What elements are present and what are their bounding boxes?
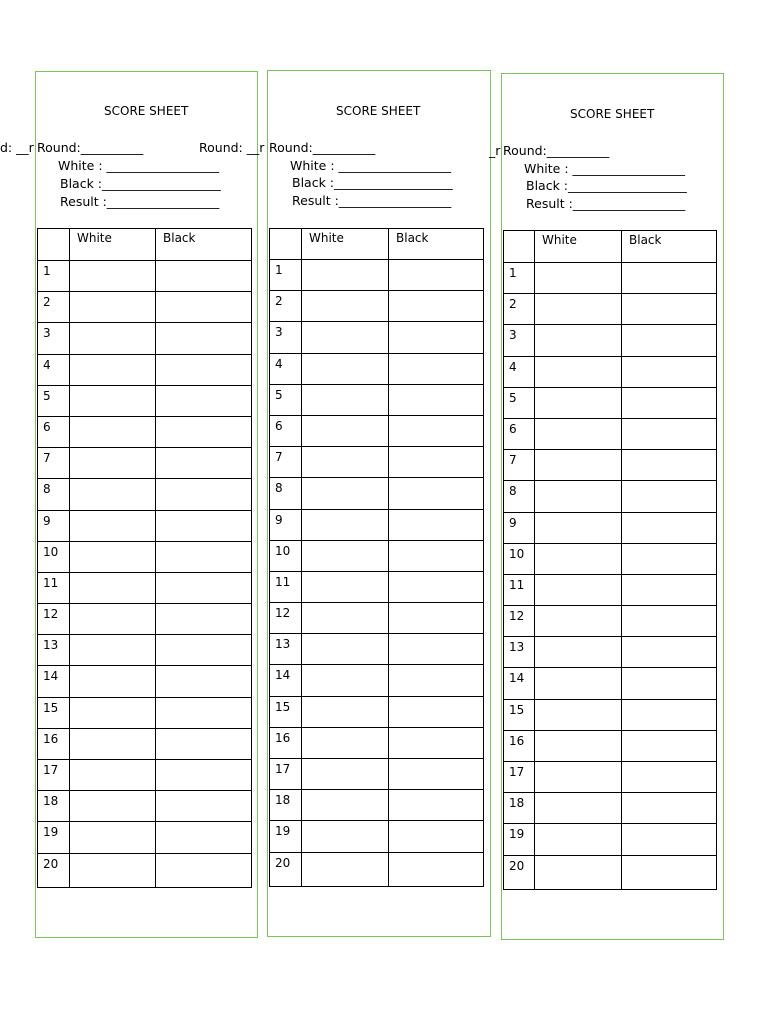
white-move-cell[interactable] — [535, 574, 622, 605]
white-move-cell[interactable] — [70, 635, 156, 666]
move-number: 2 — [270, 291, 302, 322]
white-move-cell[interactable] — [70, 416, 156, 447]
table-row — [504, 855, 717, 889]
round-fragment: Round: __r — [199, 140, 265, 155]
move-number: 15 — [270, 696, 302, 727]
table-row — [270, 696, 484, 727]
black-move-cell[interactable] — [389, 790, 484, 821]
white-move-cell[interactable] — [302, 478, 389, 509]
move-number: 12 — [504, 606, 535, 637]
white-player-field[interactable]: White : __________________ — [58, 158, 220, 173]
black-move-cell[interactable] — [622, 855, 717, 889]
white-move-cell[interactable] — [302, 447, 389, 478]
table-row — [270, 322, 484, 353]
white-move-cell[interactable] — [302, 696, 389, 727]
move-number: 5 — [38, 385, 70, 416]
move-number: 6 — [504, 418, 535, 449]
white-move-cell[interactable] — [70, 323, 156, 354]
white-move-cell[interactable] — [535, 263, 622, 294]
move-number: 9 — [38, 510, 70, 541]
black-move-cell[interactable] — [389, 260, 484, 291]
table-row — [504, 699, 717, 730]
table-row — [270, 571, 484, 602]
white-move-cell[interactable] — [302, 415, 389, 446]
white-move-cell[interactable] — [535, 543, 622, 574]
black-move-cell[interactable] — [622, 387, 717, 418]
move-number: 18 — [504, 793, 535, 824]
table-row — [504, 418, 717, 449]
black-move-cell[interactable] — [389, 634, 484, 665]
table-row — [504, 263, 717, 294]
black-player-field[interactable]: Black :___________________ — [526, 178, 687, 193]
table-row — [270, 509, 484, 540]
header-move-number — [38, 229, 70, 261]
table-row — [38, 791, 252, 822]
table-row — [504, 637, 717, 668]
table-row — [38, 292, 252, 323]
move-number: 13 — [504, 637, 535, 668]
header-white: White — [302, 229, 389, 260]
move-number: 6 — [270, 415, 302, 446]
black-move-cell[interactable] — [389, 322, 484, 353]
white-move-cell[interactable] — [70, 604, 156, 635]
black-move-cell[interactable] — [389, 603, 484, 634]
white-move-cell[interactable] — [302, 852, 389, 886]
table-row — [38, 604, 252, 635]
black-move-cell[interactable] — [389, 291, 484, 322]
white-move-cell[interactable] — [302, 291, 389, 322]
white-move-cell[interactable] — [535, 606, 622, 637]
move-number: 1 — [270, 260, 302, 291]
white-move-cell[interactable] — [70, 541, 156, 572]
black-move-cell[interactable] — [389, 759, 484, 790]
white-move-cell[interactable] — [70, 354, 156, 385]
white-move-cell[interactable] — [70, 261, 156, 292]
move-number: 9 — [504, 512, 535, 543]
move-number: 3 — [38, 323, 70, 354]
black-move-cell[interactable] — [389, 696, 484, 727]
black-move-cell[interactable] — [156, 635, 252, 666]
white-move-cell[interactable] — [535, 762, 622, 793]
table-row — [38, 822, 252, 853]
black-move-cell[interactable] — [156, 791, 252, 822]
table-row — [270, 852, 484, 886]
table-row — [38, 853, 252, 887]
table-row — [270, 540, 484, 571]
white-move-cell[interactable] — [302, 665, 389, 696]
white-player-field[interactable]: White : __________________ — [290, 158, 452, 173]
white-move-cell[interactable] — [535, 793, 622, 824]
move-number: 10 — [38, 541, 70, 572]
black-move-cell[interactable] — [389, 821, 484, 852]
white-move-cell[interactable] — [535, 325, 622, 356]
black-move-cell[interactable] — [156, 666, 252, 697]
black-move-cell[interactable] — [622, 730, 717, 761]
white-move-cell[interactable] — [302, 634, 389, 665]
move-number: 7 — [270, 447, 302, 478]
table-row — [504, 356, 717, 387]
black-move-cell[interactable] — [156, 292, 252, 323]
table-header-row — [38, 229, 252, 261]
black-move-cell[interactable] — [156, 261, 252, 292]
black-move-cell[interactable] — [622, 793, 717, 824]
round-fragment: d: __r — [0, 140, 34, 155]
white-move-cell[interactable] — [535, 637, 622, 668]
move-number: 8 — [270, 478, 302, 509]
move-number: 13 — [38, 635, 70, 666]
move-number: 20 — [38, 853, 70, 887]
move-number: 13 — [270, 634, 302, 665]
table-row — [504, 824, 717, 855]
black-move-cell[interactable] — [622, 699, 717, 730]
move-number: 1 — [504, 263, 535, 294]
sheet-title: SCORE SHEET — [104, 104, 189, 118]
white-move-cell[interactable] — [70, 822, 156, 853]
table-row — [38, 479, 252, 510]
black-move-cell[interactable] — [622, 543, 717, 574]
table-header-row — [270, 229, 484, 260]
black-move-cell[interactable] — [156, 822, 252, 853]
black-move-cell[interactable] — [389, 571, 484, 602]
black-move-cell[interactable] — [622, 824, 717, 855]
black-player-field[interactable]: Black :___________________ — [292, 175, 453, 190]
table-row — [504, 481, 717, 512]
sheet-title: SCORE SHEET — [570, 107, 655, 121]
move-number: 16 — [38, 728, 70, 759]
black-move-cell[interactable] — [389, 353, 484, 384]
table-row — [38, 416, 252, 447]
round-field[interactable]: Round:__________ — [503, 143, 610, 158]
black-move-cell[interactable] — [389, 727, 484, 758]
table-row — [38, 261, 252, 292]
move-number: 19 — [504, 824, 535, 855]
move-number: 11 — [38, 572, 70, 603]
table-row — [504, 606, 717, 637]
move-number: 5 — [270, 384, 302, 415]
move-number: 14 — [38, 666, 70, 697]
black-move-cell[interactable] — [156, 385, 252, 416]
white-move-cell[interactable] — [535, 387, 622, 418]
white-move-cell[interactable] — [70, 510, 156, 541]
table-row — [270, 759, 484, 790]
table-row — [38, 760, 252, 791]
round-field[interactable]: Round:__________ — [37, 140, 144, 155]
move-number: 20 — [504, 855, 535, 889]
header-black: Black — [156, 229, 252, 261]
black-move-cell[interactable] — [622, 356, 717, 387]
move-number: 5 — [504, 387, 535, 418]
white-move-cell[interactable] — [535, 356, 622, 387]
table-row — [270, 353, 484, 384]
move-number: 16 — [270, 727, 302, 758]
white-move-cell[interactable] — [302, 540, 389, 571]
move-number: 10 — [504, 543, 535, 574]
table-row — [504, 325, 717, 356]
black-move-cell[interactable] — [622, 481, 717, 512]
table-row — [38, 728, 252, 759]
black-move-cell[interactable] — [622, 606, 717, 637]
white-move-cell[interactable] — [70, 853, 156, 887]
black-move-cell[interactable] — [389, 447, 484, 478]
move-number: 1 — [38, 261, 70, 292]
table-row — [504, 574, 717, 605]
header-white: White — [70, 229, 156, 261]
table-row — [38, 448, 252, 479]
black-move-cell[interactable] — [622, 762, 717, 793]
table-row — [504, 387, 717, 418]
white-move-cell[interactable] — [70, 666, 156, 697]
table-row — [270, 291, 484, 322]
table-row — [38, 572, 252, 603]
move-number: 20 — [270, 852, 302, 886]
table-row — [270, 260, 484, 291]
move-number: 17 — [38, 760, 70, 791]
white-move-cell[interactable] — [535, 512, 622, 543]
table-row — [504, 543, 717, 574]
move-number: 11 — [504, 574, 535, 605]
white-move-cell[interactable] — [535, 450, 622, 481]
move-number: 4 — [38, 354, 70, 385]
moves-table — [269, 228, 484, 887]
black-move-cell[interactable] — [622, 668, 717, 699]
move-number: 12 — [270, 603, 302, 634]
white-move-cell[interactable] — [302, 384, 389, 415]
black-move-cell[interactable] — [622, 418, 717, 449]
black-move-cell[interactable] — [389, 478, 484, 509]
white-move-cell[interactable] — [302, 322, 389, 353]
move-number: 17 — [504, 762, 535, 793]
move-number: 4 — [504, 356, 535, 387]
white-move-cell[interactable] — [302, 353, 389, 384]
white-move-cell[interactable] — [302, 260, 389, 291]
white-move-cell[interactable] — [302, 790, 389, 821]
table-row — [38, 697, 252, 728]
table-row — [38, 510, 252, 541]
white-move-cell[interactable] — [302, 727, 389, 758]
black-move-cell[interactable] — [156, 354, 252, 385]
header-move-number — [270, 229, 302, 260]
black-move-cell[interactable] — [389, 415, 484, 446]
black-move-cell[interactable] — [156, 416, 252, 447]
move-number: 18 — [270, 790, 302, 821]
white-move-cell[interactable] — [70, 572, 156, 603]
white-move-cell[interactable] — [535, 824, 622, 855]
black-move-cell[interactable] — [622, 637, 717, 668]
white-move-cell[interactable] — [302, 603, 389, 634]
black-move-cell[interactable] — [156, 510, 252, 541]
table-row — [504, 762, 717, 793]
table-header-row — [504, 231, 717, 263]
white-move-cell[interactable] — [70, 385, 156, 416]
table-row — [38, 385, 252, 416]
round-fragment: _r — [489, 143, 501, 158]
move-number: 17 — [270, 759, 302, 790]
move-number: 9 — [270, 509, 302, 540]
black-move-cell[interactable] — [389, 665, 484, 696]
black-move-cell[interactable] — [156, 479, 252, 510]
table-row — [38, 666, 252, 697]
move-number: 12 — [38, 604, 70, 635]
table-row — [504, 730, 717, 761]
result-field[interactable]: Result :__________________ — [292, 193, 452, 208]
black-move-cell[interactable] — [389, 509, 484, 540]
move-number: 18 — [38, 791, 70, 822]
table-row — [270, 634, 484, 665]
move-number: 19 — [38, 822, 70, 853]
table-row — [38, 541, 252, 572]
table-row — [270, 415, 484, 446]
table-row — [270, 665, 484, 696]
move-number: 3 — [504, 325, 535, 356]
black-move-cell[interactable] — [389, 852, 484, 886]
move-number: 2 — [504, 294, 535, 325]
move-number: 15 — [38, 697, 70, 728]
table-row — [270, 478, 484, 509]
white-move-cell[interactable] — [70, 292, 156, 323]
white-move-cell[interactable] — [70, 697, 156, 728]
header-black: Black — [622, 231, 717, 263]
move-number: 8 — [38, 479, 70, 510]
black-move-cell[interactable] — [622, 263, 717, 294]
black-move-cell[interactable] — [389, 384, 484, 415]
move-number: 6 — [38, 416, 70, 447]
move-number: 8 — [504, 481, 535, 512]
white-move-cell[interactable] — [70, 448, 156, 479]
black-move-cell[interactable] — [156, 541, 252, 572]
move-number: 7 — [504, 450, 535, 481]
move-number: 2 — [38, 292, 70, 323]
move-number: 16 — [504, 730, 535, 761]
table-row — [504, 512, 717, 543]
white-move-cell[interactable] — [70, 760, 156, 791]
white-player-field[interactable]: White : __________________ — [524, 161, 686, 176]
table-row — [270, 821, 484, 852]
white-move-cell[interactable] — [535, 668, 622, 699]
black-move-cell[interactable] — [622, 574, 717, 605]
move-number: 14 — [504, 668, 535, 699]
black-move-cell[interactable] — [156, 728, 252, 759]
white-move-cell[interactable] — [302, 821, 389, 852]
white-move-cell[interactable] — [535, 730, 622, 761]
black-player-field[interactable]: Black :___________________ — [60, 176, 221, 191]
white-move-cell[interactable] — [535, 481, 622, 512]
black-move-cell[interactable] — [622, 325, 717, 356]
table-row — [270, 790, 484, 821]
white-move-cell[interactable] — [70, 479, 156, 510]
black-move-cell[interactable] — [622, 294, 717, 325]
table-row — [504, 668, 717, 699]
move-number: 3 — [270, 322, 302, 353]
table-row — [270, 384, 484, 415]
move-number: 14 — [270, 665, 302, 696]
white-move-cell[interactable] — [302, 571, 389, 602]
sheet-title: SCORE SHEET — [336, 104, 421, 118]
black-move-cell[interactable] — [622, 450, 717, 481]
header-move-number — [504, 231, 535, 263]
black-move-cell[interactable] — [156, 323, 252, 354]
white-move-cell[interactable] — [302, 509, 389, 540]
white-move-cell[interactable] — [70, 728, 156, 759]
table-row — [38, 323, 252, 354]
black-move-cell[interactable] — [156, 697, 252, 728]
table-row — [270, 447, 484, 478]
header-white: White — [535, 231, 622, 263]
white-move-cell[interactable] — [535, 418, 622, 449]
black-move-cell[interactable] — [156, 572, 252, 603]
move-number: 4 — [270, 353, 302, 384]
black-move-cell[interactable] — [156, 853, 252, 887]
table-row — [270, 603, 484, 634]
move-number: 15 — [504, 699, 535, 730]
white-move-cell[interactable] — [535, 699, 622, 730]
table-row — [504, 294, 717, 325]
moves-table — [37, 228, 252, 888]
white-move-cell[interactable] — [70, 791, 156, 822]
black-move-cell[interactable] — [622, 512, 717, 543]
header-black: Black — [389, 229, 484, 260]
black-move-cell[interactable] — [156, 760, 252, 791]
white-move-cell[interactable] — [535, 855, 622, 889]
table-row — [504, 450, 717, 481]
moves-table — [503, 230, 717, 890]
black-move-cell[interactable] — [389, 540, 484, 571]
result-field[interactable]: Result :__________________ — [526, 196, 686, 211]
move-number: 11 — [270, 571, 302, 602]
move-number: 19 — [270, 821, 302, 852]
table-row — [504, 793, 717, 824]
black-move-cell[interactable] — [156, 448, 252, 479]
table-row — [270, 727, 484, 758]
move-number: 7 — [38, 448, 70, 479]
white-move-cell[interactable] — [535, 294, 622, 325]
white-move-cell[interactable] — [302, 759, 389, 790]
round-field[interactable]: Round:__________ — [269, 140, 376, 155]
black-move-cell[interactable] — [156, 604, 252, 635]
move-number: 10 — [270, 540, 302, 571]
table-row — [38, 635, 252, 666]
table-row — [38, 354, 252, 385]
result-field[interactable]: Result :__________________ — [60, 194, 220, 209]
